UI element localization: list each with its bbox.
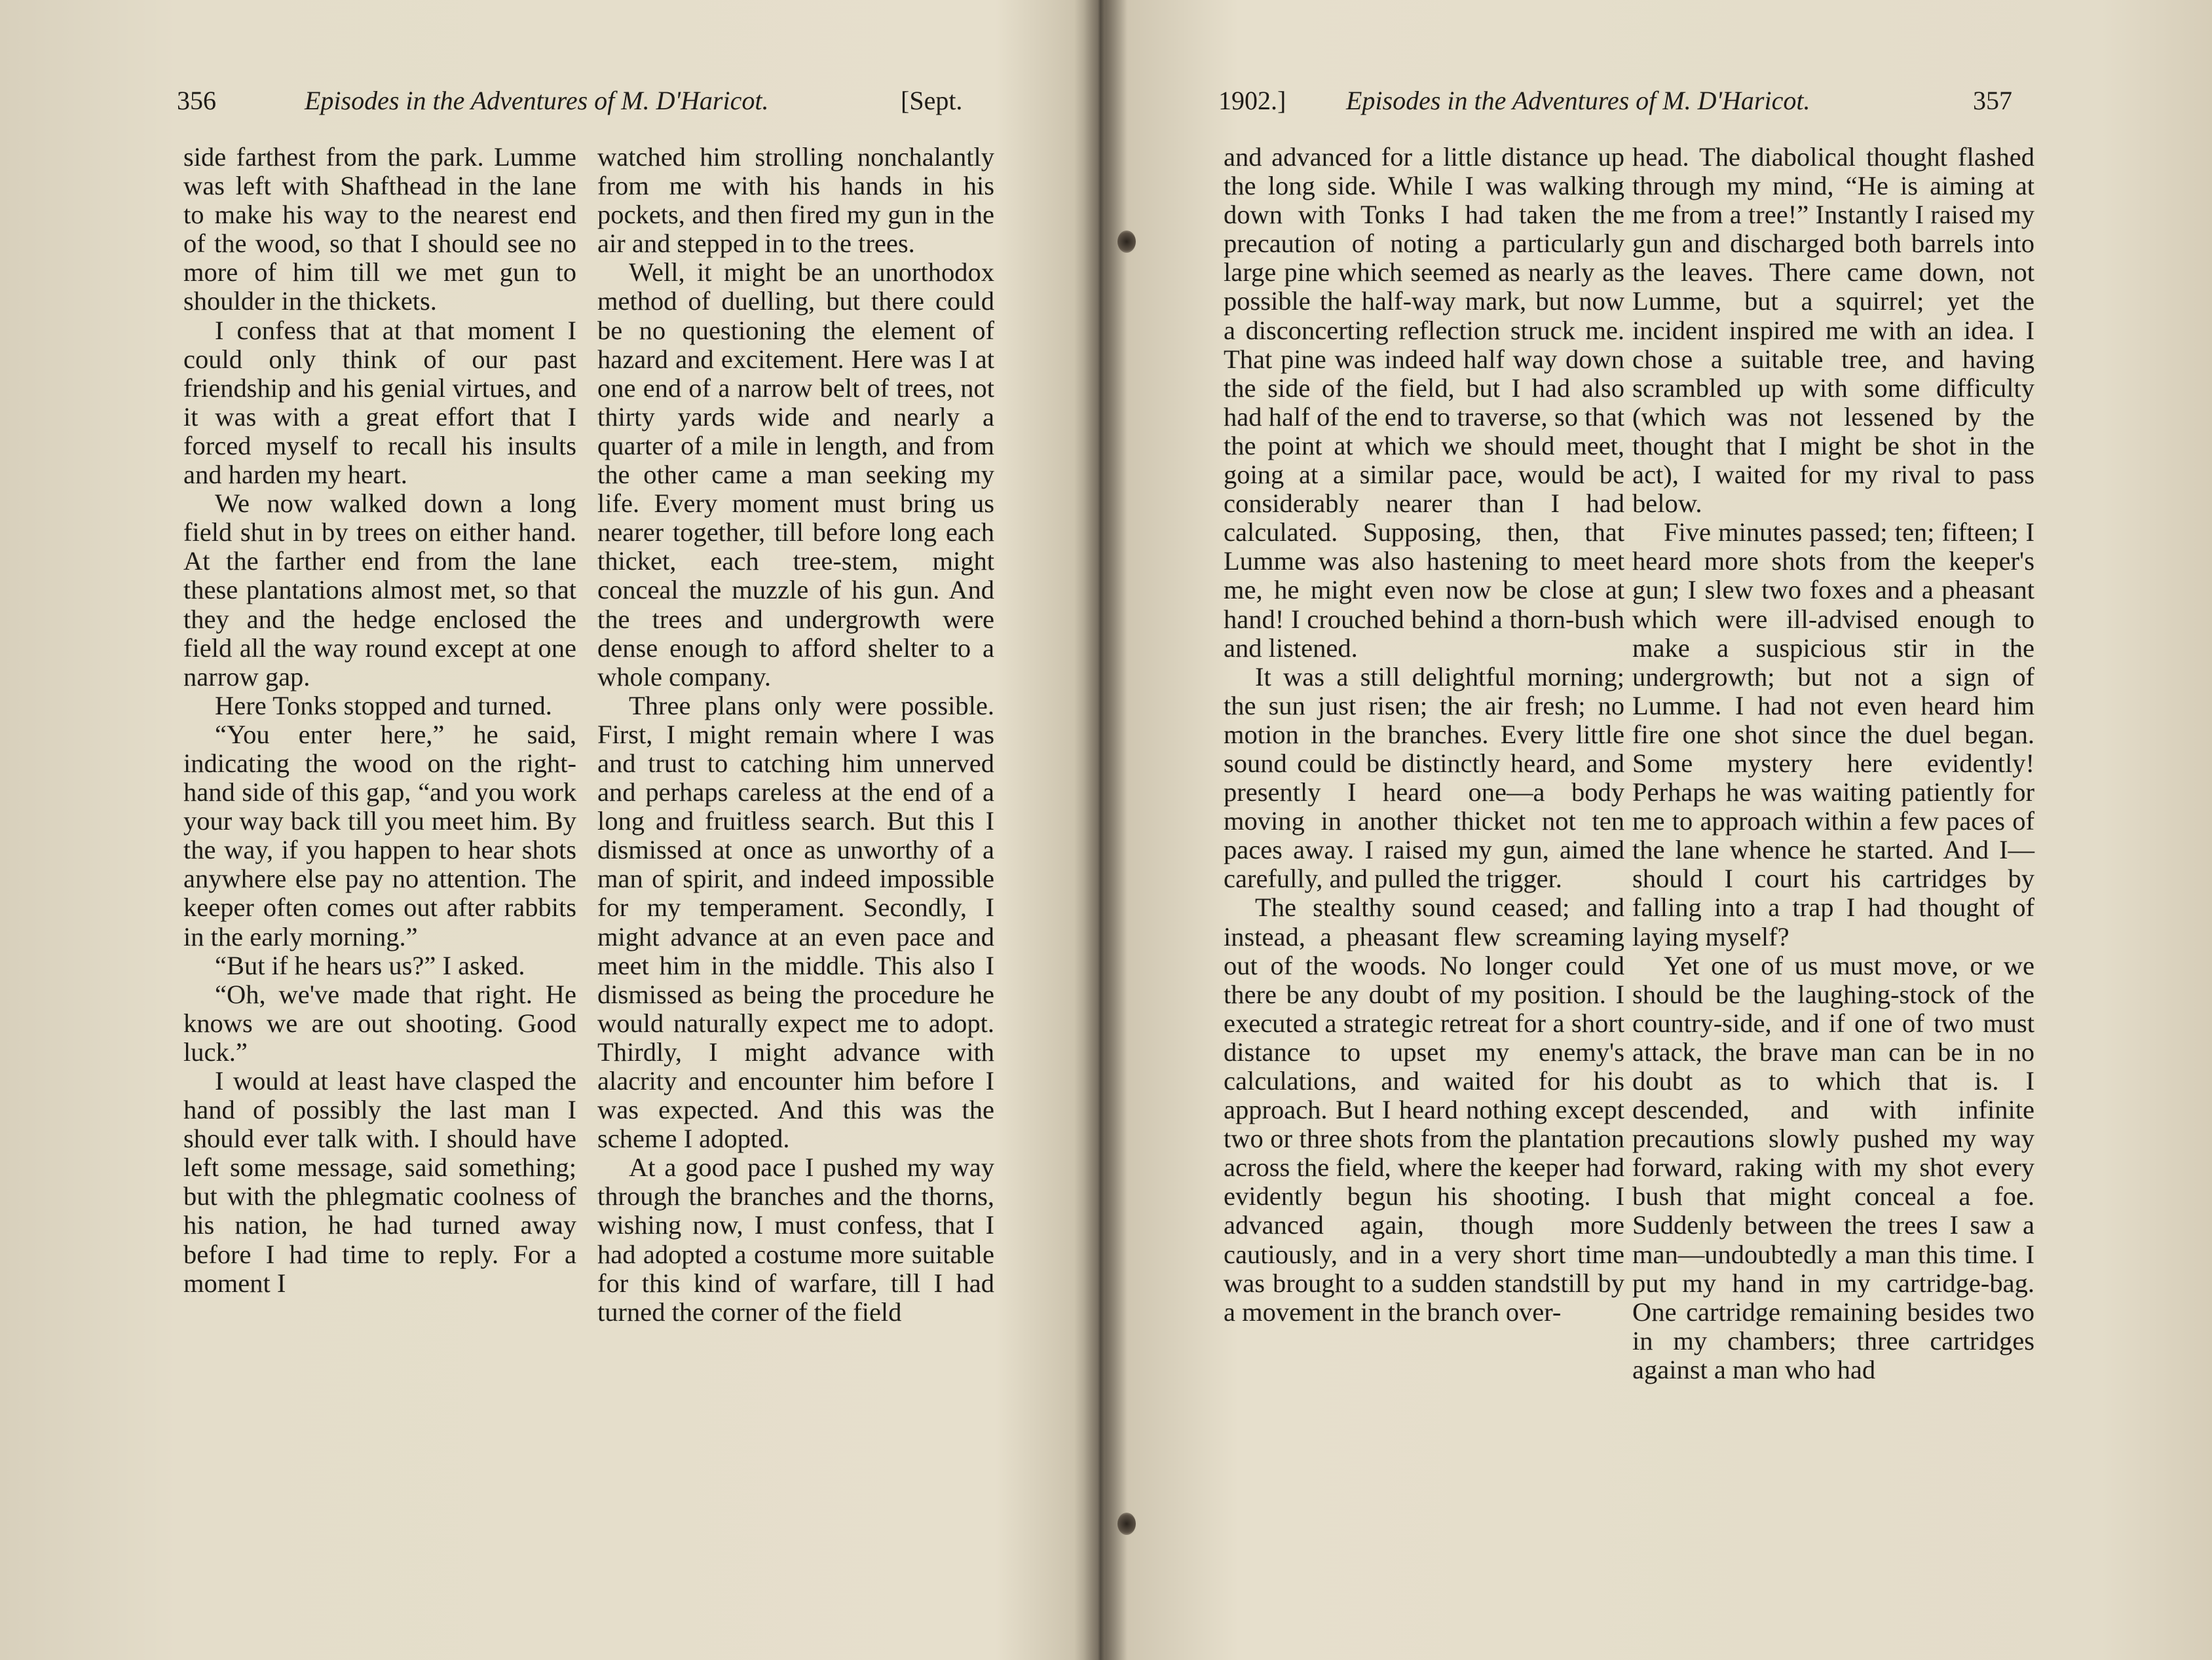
paragraph: side farthest from the park. Lumme was left with Shafthead in the lane to make his way to the nearest end of the wood, so that I should see no more of him till we met gun to shoulder in the thickets. <box>183 142 576 316</box>
right-section-mark: 1902.] <box>1218 86 1286 115</box>
right-column-2 <box>1632 143 2034 1384</box>
right-column-1 <box>1224 143 1624 1327</box>
left-running-head <box>177 85 976 124</box>
paragraph: Well, it might be an unorthodox method of duelling, but there could be no questioning the element of hazard and excitement. Here was I at one end of a narrow belt of trees, not thirty yards wide and nearly a quarter of a mile in length, and from the other came a man seeking my life. Every moment must bring us nearer together, till before long each thicket, each tree-stem, might conceal the muzzle of his gun. And the trees and undergrowth were dense enough to afford shelter to a whole company. <box>597 257 994 692</box>
paragraph: At a good pace I pushed my way through the branches and the thorns, wishing now, I must confess, that I had adopted a costume more suitable for this kind of warfare, till I had turned the corner of the field <box>597 1153 994 1327</box>
paragraph: watched him strolling nonchalantly from me with his hands in his pockets, and then fired my gun in the air and stepped in to the trees. <box>597 142 994 259</box>
paragraph: We now walked down a long field shut in by trees on either hand. At the farther end from the lane these plantations almost met, so that they and the hedge enclosed the field all the way round except at one narrow gap. <box>183 489 576 692</box>
paragraph: “You enter here,” he said, indicating the wood on the right-hand side of this gap, “and you work your way back till you meet him. By the way, if you happen to hear shots anywhere else pay no attention. The keeper often comes out after rabbits in the early morning.” <box>183 719 576 951</box>
right-page <box>1114 0 2212 1660</box>
paragraph: It was a still delightful morning; the sun just risen; the air fresh; no motion in the branches. Every little sound could be distinctly heard, and presently I heard one—a body moving in another thicket not ten paces away. I raised my gun, aimed carefully, and pulled the trigger. <box>1224 661 1624 894</box>
paragraph: Three plans only were possible. First, I might remain where I was and trust to catching him unnerved and perhaps careless at the end of a long and fruitless search. But this I dismissed at once as unworthy of a man of spirit, and indeed impossible for my temperament. Secondly, I might advance at an even pace and meet him in the middle. This also I dismissed as being the procedure he would naturally expect me to adopt. Thirdly, I might advance with alacrity and encounter him before I was expected. And this was the scheme I adopted. <box>597 690 994 1154</box>
right-running-head <box>1218 85 2031 124</box>
paragraph: Yet one of us must move, or we should be the laughing-stock of the country-side, and if one of two must attack, the brave man can be in no doubt as to which that is. I descended, and with infinite precautions slowly pushed my way forward, raking with my shot every bush that might conceal a foe. Suddenly between the trees I saw a man—undoubtedly a man this time. I put my hand in my cartridge-bag. One cartridge remaining besides two in my chambers; three cartridges against a man who had <box>1632 950 2034 1384</box>
left-section-mark: [Sept. <box>901 86 963 115</box>
paragraph: Here Tonks stopped and turned. <box>215 690 552 720</box>
left-column-2 <box>597 143 994 1327</box>
left-page <box>0 0 1087 1660</box>
paragraph: “But if he hears us?” I asked. <box>215 950 525 980</box>
left-page-number: 356 <box>177 86 216 115</box>
left-running-title: Episodes in the Adventures of M. D'Haricot. <box>305 86 769 115</box>
paragraph: I confess that at that moment I could only think of our past friendship and his genial virtues, and it was with a great effort that I forced myself to recall his insults and harden my heart. <box>183 315 576 490</box>
paragraph: I would at least have clasped the hand of possibly the last man I should ever talk with. I should have left some message, said something; but with the phlegmatic coolness of his nation, he had turned away before I had time to reply. For a moment I <box>183 1066 576 1298</box>
paragraph: head. The diabolical thought flashed through my mind, “He is aiming at me from a tree!” Instantly I raised my gun and discharged both barrels into the leaves. There came down, not Lumme, but a squirrel; yet the incident inspired me with an idea. I chose a suitable tree, and having scrambled up with some difficulty (which was not lessened by the thought that I might be shot in the act), I waited for my rival to pass below. <box>1632 142 2034 519</box>
right-page-number: 357 <box>1973 86 2012 115</box>
left-column-1 <box>183 143 576 1298</box>
paragraph: The stealthy sound ceased; and instead, a pheasant flew screaming out of the woods. No longer could there be any doubt of my position. I executed a strategic retreat for a short distance to upset my enemy's calculations, and waited for his approach. But I heard nothing except two or three shots from the plantation across the field, where the keeper had evidently begun his shooting. I advanced again, though more cautiously, and in a very short time was brought to a sudden standstill by a movement in the branch over- <box>1224 893 1624 1327</box>
paragraph: “Oh, we've made that right. He knows we are out shooting. Good luck.” <box>183 979 576 1067</box>
paragraph: Five minutes passed; ten; fifteen; I heard more shots from the keeper's gun; I slew two foxes and a pheasant which were ill-advised enough to make a suspicious stir in the undergrowth; but not a sign of Lumme. I had not even heard him fire one shot since the duel began. Some mystery here evidently! Perhaps he was waiting patiently for me to approach within a few paces of the lane whence he started. And I—should I court his cartridges by falling into a trap I had thought of laying myself? <box>1632 517 2034 951</box>
paragraph: and advanced for a little distance up the long side. While I was walking down with Tonks I had taken the precaution of noting a particularly large pine which seemed as nearly as possible the half-way mark, but now a disconcerting reflection struck me. That pine was indeed half way down the side of the field, but I had also had half of the end to traverse, so that the point at which we should meet, going at a similar pace, would be considerably nearer than I had calculated. Supposing, then, that Lumme was also hastening to meet me, he might even now be close at hand! I crouched behind a thorn-bush and listened. <box>1224 142 1624 663</box>
right-running-title: Episodes in the Adventures of M. D'Haricot. <box>1346 86 1810 115</box>
